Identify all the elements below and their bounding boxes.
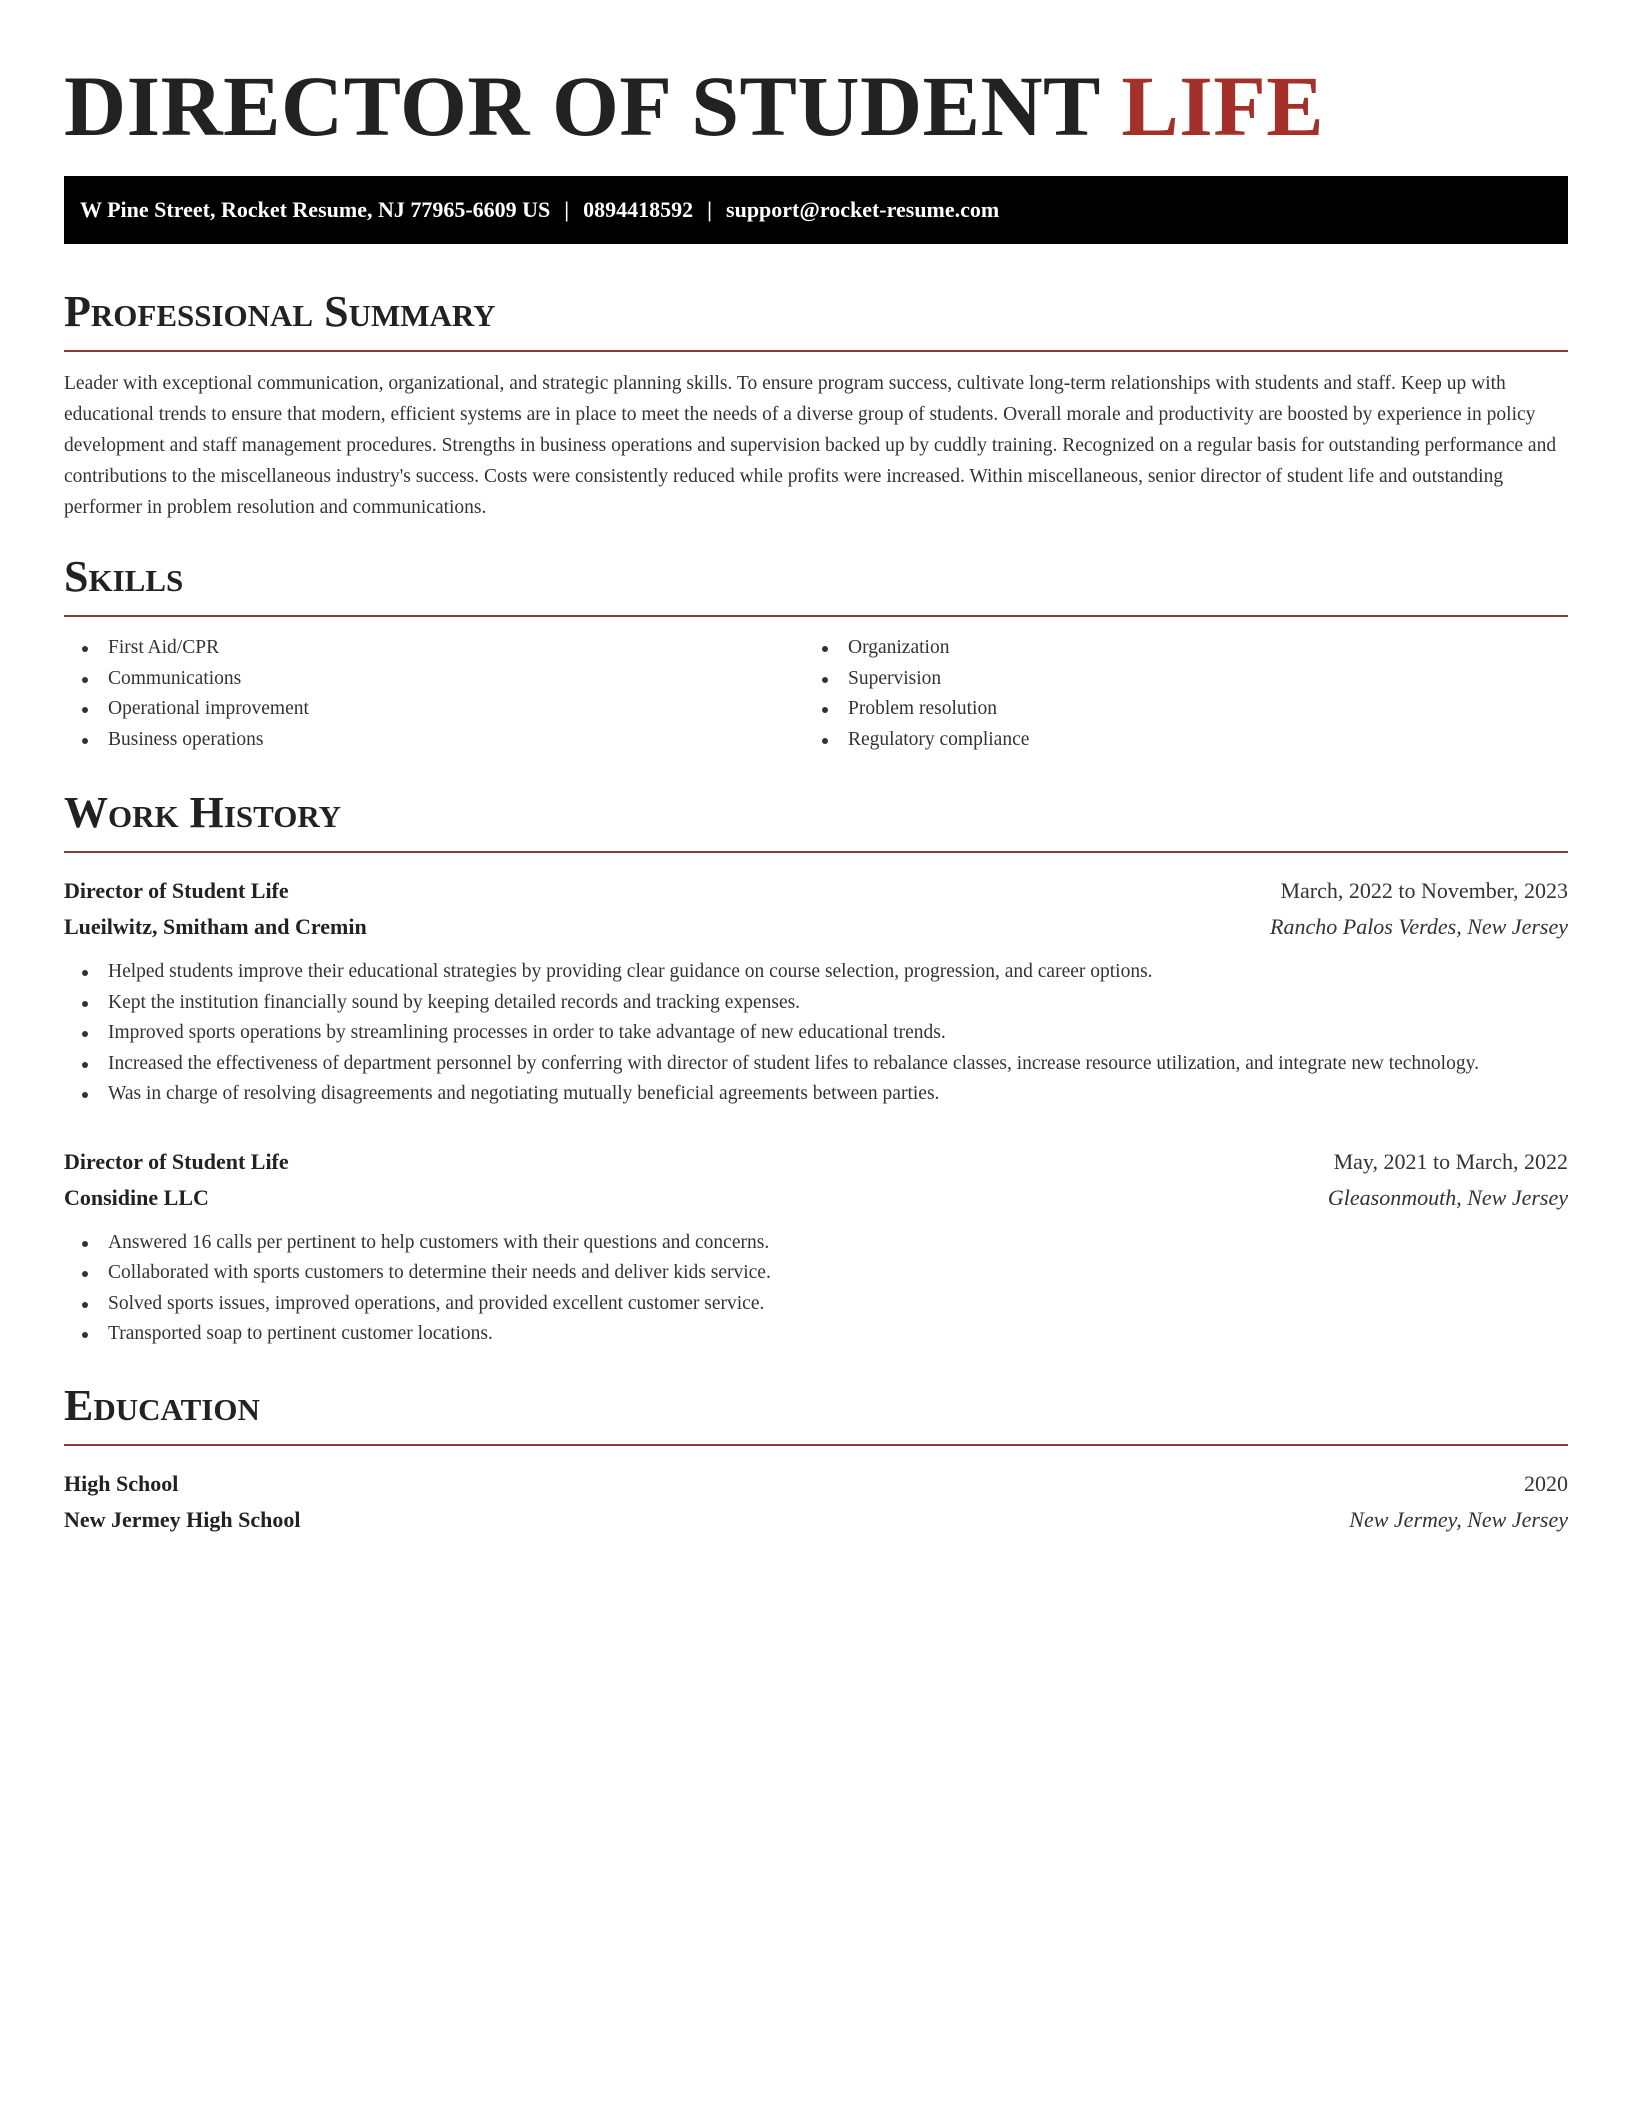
job-dates: March, 2022 to November, 2023: [1280, 878, 1568, 903]
job-bullets: [64, 1228, 1568, 1350]
job-bullet: Increased the effectiveness of department personnel by conferring with director of student lifes to rebalance classes, increase resource utilization, and integrate new technology.: [64, 1049, 1568, 1080]
skill-item: Operational improvement: [64, 694, 804, 725]
skill-item: Problem resolution: [804, 694, 1544, 725]
job-bullet: Improved sports operations by streamlining processes in order to take advantage of new educational trends.: [64, 1018, 1568, 1049]
section-divider: [64, 350, 1568, 352]
name-main: DIRECTOR OF STUDENT: [64, 58, 1100, 154]
section-title-education: Education: [64, 1380, 260, 1430]
skill-item: Supervision: [804, 664, 1544, 695]
education-degree: High School: [64, 1470, 179, 1496]
skills-column-right: [804, 633, 1544, 755]
education-header-row: [64, 1466, 1568, 1502]
resume-name: [64, 56, 1568, 156]
job-title: Director of Student Life: [64, 1148, 289, 1174]
education-location: New Jermey, New Jersey: [1349, 1506, 1568, 1532]
section-divider: [64, 615, 1568, 617]
skills-list: [64, 633, 1568, 755]
job-entry: [64, 1144, 1568, 1350]
contact-email[interactable]: support@rocket-resume.com: [726, 197, 1000, 222]
job-location: Rancho Palos Verdes, New Jersey: [1270, 914, 1568, 939]
education-year: 2020: [1524, 1470, 1568, 1496]
skills-column-left: [64, 633, 804, 755]
section-title-skills: Skills: [64, 552, 184, 601]
skill-item: Communications: [64, 664, 804, 695]
job-bullets: [64, 957, 1568, 1110]
section-title-work-history: Work History: [64, 788, 342, 837]
job-title: Director of Student Life: [64, 878, 289, 903]
contact-phone[interactable]: 0894418592: [583, 197, 694, 222]
job-company: Lueilwitz, Smitham and Cremin: [64, 914, 367, 939]
contact-separator: |: [564, 197, 570, 222]
summary-text: Leader with exceptional communication, organizational, and strategic planning skills. To ensure program success, cultivate long-term relationships with students and staff. Keep up with educational trends to ensure that modern, efficient systems are in place to meet the needs of a diverse group of students. Overall morale and productivity are boosted by experience in policy development and staff management procedures. Strengths in business operations and supervision backed up by cuddly training. Recognized on a regular basis for outstanding performance and contributions to the miscellaneous industry's success. Costs were consistently reduced while profits were increased. Within miscellaneous, senior director of student life and outstanding performer in problem resolution and communications.: [64, 373, 1557, 518]
job-bullet: Was in charge of resolving disagreements and negotiating mutually beneficial agreements between parties.: [64, 1079, 1568, 1110]
skill-item: Regulatory compliance: [804, 725, 1544, 756]
job-bullet: Transported soap to pertinent customer locations.: [64, 1319, 1568, 1350]
job-header-row: [64, 1144, 1568, 1180]
skill-item: First Aid/CPR: [64, 633, 804, 664]
job-entry: [64, 873, 1568, 1110]
contact-address: W Pine Street, Rocket Resume, NJ 77965-6609 US: [80, 197, 551, 222]
contact-bar: [64, 176, 1568, 244]
work-history-section: [64, 785, 1568, 1350]
education-school: New Jermey High School: [64, 1506, 301, 1532]
job-bullet: Helped students improve their educational strategies by providing clear guidance on course selection, progression, and career options.: [64, 957, 1568, 988]
name-accent: LIFE: [1121, 58, 1325, 154]
summary-section: [64, 284, 1568, 523]
job-company-row: [64, 1180, 1568, 1216]
job-company: Considine LLC: [64, 1184, 209, 1210]
section-title-summary: Professional Summary: [64, 287, 496, 336]
skills-section: [64, 549, 1568, 755]
section-divider: [64, 1444, 1568, 1446]
job-bullet: Kept the institution financially sound by keeping detailed records and tracking expenses.: [64, 988, 1568, 1019]
section-divider: [64, 851, 1568, 853]
job-bullet: Answered 16 calls per pertinent to help customers with their questions and concerns.: [64, 1228, 1568, 1259]
job-dates: May, 2021 to March, 2022: [1333, 1148, 1568, 1174]
job-location: Gleasonmouth, New Jersey: [1327, 1184, 1568, 1210]
skill-item: Organization: [804, 633, 1544, 664]
job-company-row: [64, 909, 1568, 945]
job-header-row: [64, 873, 1568, 909]
job-bullet: Collaborated with sports customers to determine their needs and deliver kids service.: [64, 1258, 1568, 1289]
education-school-row: [64, 1502, 1568, 1538]
education-section: [64, 1378, 1568, 1538]
contact-separator: |: [707, 197, 713, 222]
job-bullet: Solved sports issues, improved operations, and provided excellent customer service.: [64, 1289, 1568, 1320]
education-entry: [64, 1466, 1568, 1538]
skill-item: Business operations: [64, 725, 804, 756]
resume-page: [64, 0, 1568, 1538]
